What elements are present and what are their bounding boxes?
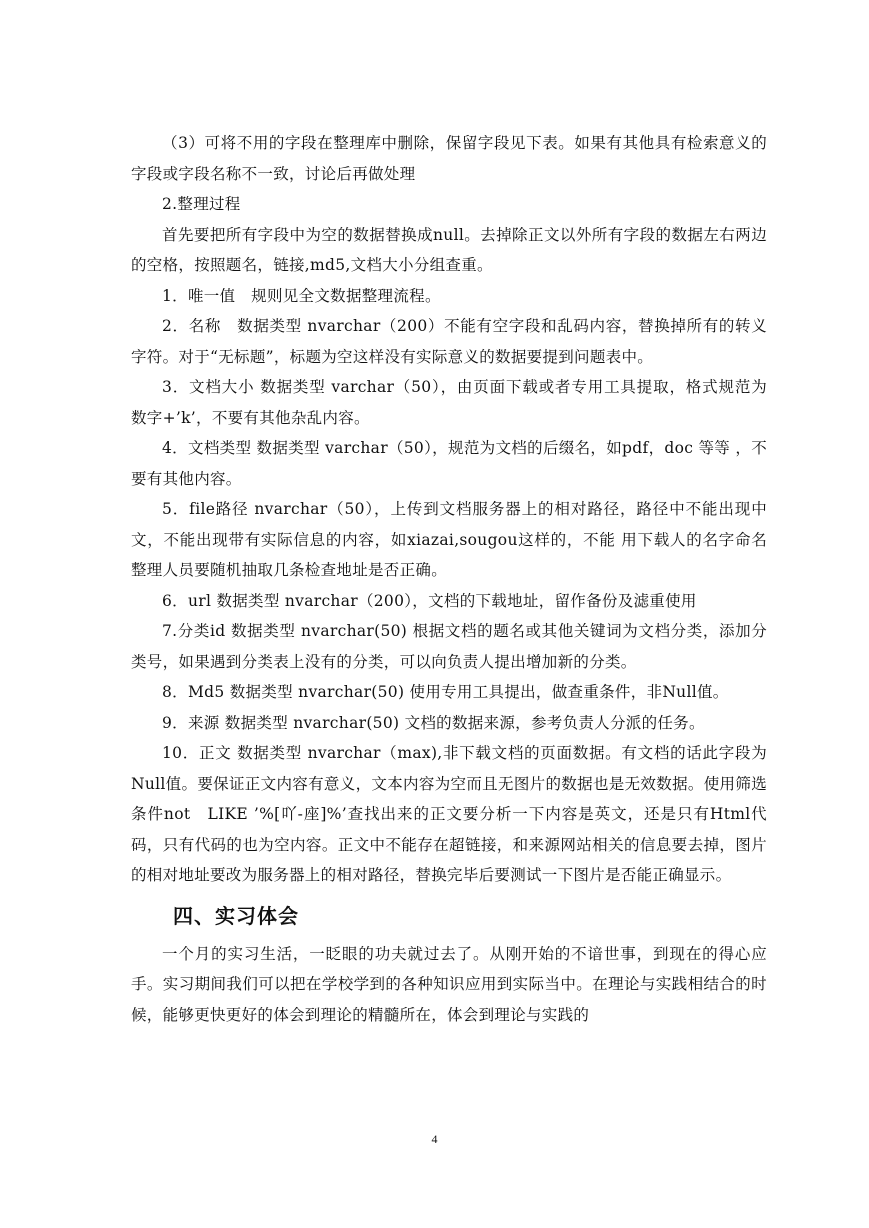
paragraph: 3．文档大小 数据类型 varchar（50），由页面下载或者专用工具提取，格式规范为 数字+’k’，不要有其他杂乱内容。 [131, 378, 767, 427]
paragraph: 1．唯一值 规则见全文数据整理流程。 [162, 286, 441, 305]
paragraph: 6．url 数据类型 nvarchar（200），文档的下载地址，留作备份及滤重使用 [162, 591, 697, 610]
paragraph: （3）可将不用的字段在整理库中删除，保留字段见下表。如果有其他具有检索意义的字段或字段名称不一致，讨论后再做处理 [131, 134, 767, 183]
paragraph: 8．Md5 数据类型 nvarchar(50) 使用专用工具提出，做查重条件，非Null值。 [162, 683, 729, 701]
paragraph: 4．文档类型 数据类型 varchar（50），规范为文档的后缀名，如pdf，doc 等等 ，不要有其他内容。 [131, 439, 767, 488]
paragraph: 2.整理过程 [162, 195, 241, 213]
paragraph: 10．正文 数据类型 nvarchar（max),非下载文档的页面数据。有文档的话此字段为Null值。要保证正文内容有意义，文本内容为空而且无图片的数据也是无效数据。使用筛选条件not LIKE ’%[吖-座]%’查找出来的正文要分析一下内容是英文，还是只有Html代码，只有代码的也为空内容。正文中不能存在超链接，和来源网站相关的信息要去掉，图片的相对地址要改为服务器上的相对路径，替换完毕后要测试一下图片是否能正确显示。 [131, 744, 767, 884]
paragraph: 9．来源 数据类型 nvarchar(50) 文档的数据来源，参考负责人分派的任务。 [162, 713, 705, 732]
paragraph: 首先要把所有字段中为空的数据替换成null。去掉除正文以外所有字段的数据左右两边的空格，按照题名，链接,md5,文档大小分组查重。 [131, 225, 767, 274]
paragraph: 5．file路径 nvarchar（50），上传到文档服务器上的相对路径，路径中不能出现中文，不能出现带有实际信息的内容，如xiazai,sougou这样的，不能 用下载人的名字命名整理人员要随机抽取几条检查地址是否正确。 [131, 500, 767, 579]
paragraph: 7.分类id 数据类型 nvarchar(50) 根据文档的题名或其他关键词为文档分类，添加分类号，如果遇到分类表上没有的分类，可以向负责人提出增加新的分类。 [131, 622, 767, 671]
paragraph: 2．名称 数据类型 nvarchar（200）不能有空字段和乱码内容，替换掉所有的转义字符。对于“无标题”，标题为空这样没有实际意义的数据要提到问题表中。 [131, 317, 767, 366]
section-heading: 四、实习体会 [173, 903, 299, 928]
document-body [131, 128, 767, 1030]
page-number: 4 [431, 1132, 438, 1146]
paragraph: 一个月的实习生活，一眨眼的功夫就过去了。从刚开始的不谙世事，到现在的得心应手。实习期间我们可以把在学校学到的各种知识应用到实际当中。在理论与实践相结合的时候，能够更快更好的体会到理论的精髓所在，体会到理论与实践的 [131, 944, 767, 1024]
